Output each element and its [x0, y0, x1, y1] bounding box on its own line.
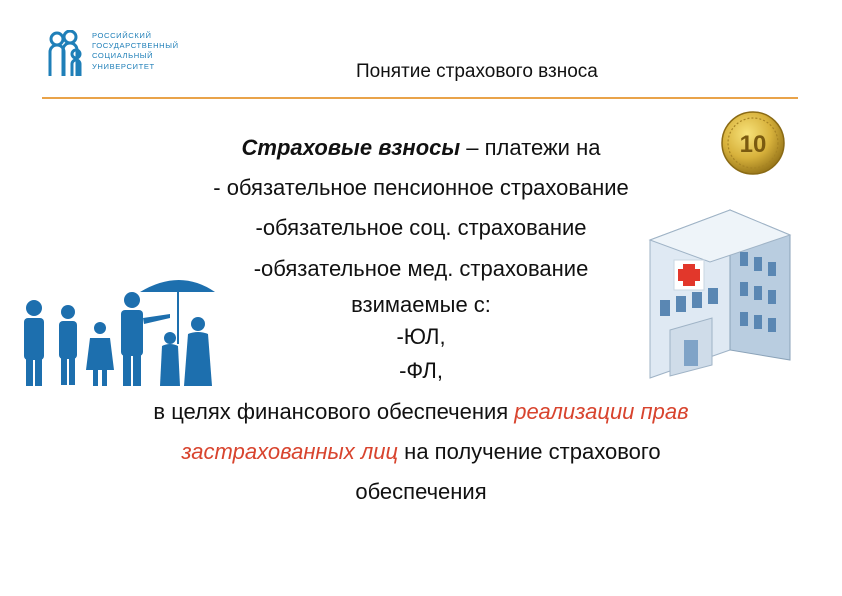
provision-line: обеспечения	[355, 479, 487, 504]
university-logo	[46, 30, 196, 82]
logo-line: СОЦИАЛЬНЫЙ	[92, 51, 154, 61]
social-insurance-item: -обязательное соц. страхование	[255, 215, 587, 240]
definition-line	[0, 135, 842, 161]
medical-insurance-item: -обязательное мед. страхование	[253, 256, 589, 281]
insured-persons-line	[0, 439, 842, 465]
purpose-text: в целях финансового обеспечения	[153, 399, 515, 424]
university-logo-icon	[46, 30, 90, 80]
collected-from-text: взимаемые с:	[351, 292, 491, 317]
logo-line: УНИВЕРСИТЕТ	[92, 61, 155, 71]
insured-persons-text: на получение страхового	[398, 439, 661, 464]
term-insurance-contributions: Страховые взносы	[241, 135, 461, 160]
slide-title: Понятие страхового взноса	[356, 61, 598, 82]
purpose-highlight: реализации прав	[514, 399, 689, 424]
legal-entities-item: -ЮЛ,	[396, 324, 446, 349]
definition-text: – платежи на	[460, 135, 601, 160]
individuals-item: -ФЛ,	[399, 358, 443, 383]
logo-line: ГОСУДАРСТВЕННЫЙ	[92, 41, 179, 51]
purpose-line	[0, 399, 842, 425]
header-divider	[42, 97, 798, 99]
coin-label: 10	[739, 131, 767, 158]
insured-persons-highlight: застрахованных лиц	[181, 439, 399, 464]
logo-text	[92, 31, 179, 72]
logo-line: РОССИЙСКИЙ	[92, 31, 152, 40]
pension-insurance-item: - обязательное пенсионное страхование	[213, 175, 629, 200]
